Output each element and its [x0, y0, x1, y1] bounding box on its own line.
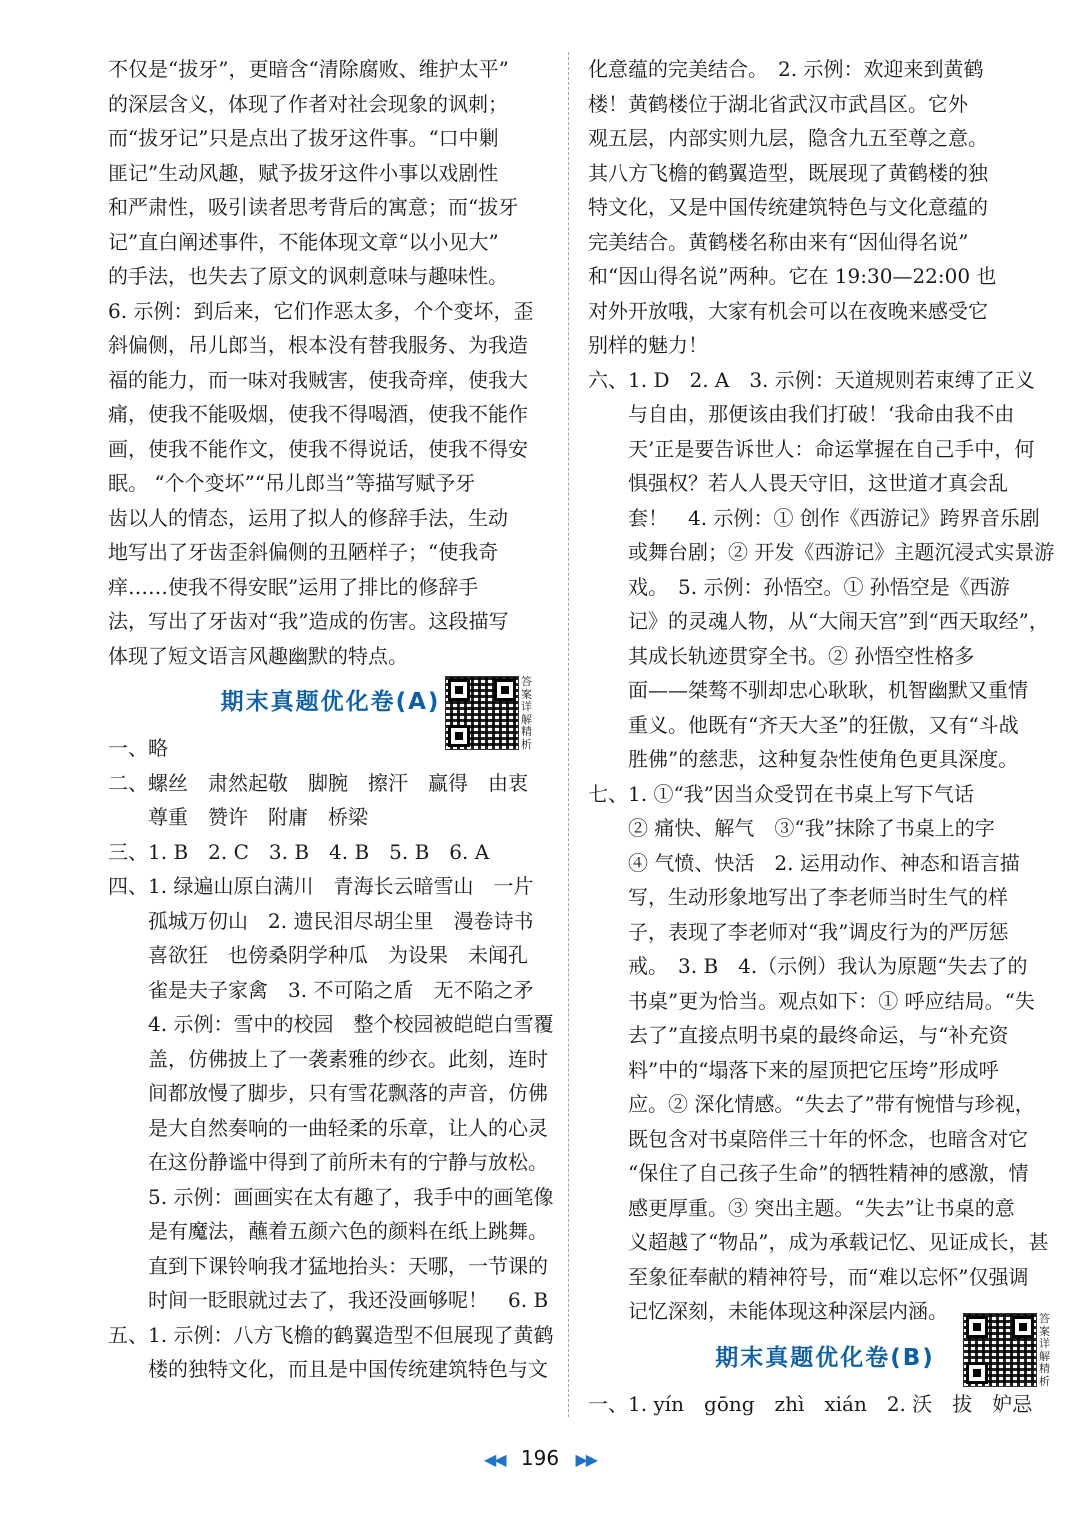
text-line: 与自由，那便该由我们打破！‘我命由我不由	[588, 402, 1015, 426]
qr-label: 答案详解精析	[1039, 1312, 1050, 1388]
text-line: 四、1. 绿遍山原白满川 青海长云暗雪山 一片	[108, 874, 534, 898]
text-line: 套！ 4. 示例：① 创作《西游记》跨界音乐剧	[588, 505, 1040, 530]
text-line: 喜欲狂 也傍桑阴学种瓜 为设果 未闻孔	[108, 943, 528, 967]
section-heading-a: 期末真题优化卷(A)	[220, 689, 441, 715]
text-line: 匪记”生动风趣，赋予拔牙这件小事以戏剧性	[108, 160, 499, 185]
text-line: 其成长轨迹贯穿全书。② 孙悟空性格多	[588, 643, 975, 668]
text-line: 在这份静谧中得到了前所未有的宁静与放松。	[108, 1150, 548, 1174]
text-line: 和严肃性，吸引读者思考背后的寓意；而“拔牙	[108, 195, 519, 219]
text-line: 应。② 深化情感。“失去了”带有惋惜与珍视，	[588, 1092, 1035, 1116]
right-column	[588, 52, 1062, 1421]
text-line: “保住了自己孩子生命”的牺牲精神的感激，情	[588, 1161, 1029, 1185]
text-line: 或舞台剧；② 开发《西游记》主题沉浸式实景游	[588, 540, 1055, 564]
text-line: 4. 示例：雪中的校园 整个校园被皑皑白雪覆	[108, 1012, 553, 1036]
text-line: 书桌”更为恰当。观点如下：① 呼应结局。“失	[588, 988, 1035, 1013]
page-number: 196	[520, 1446, 560, 1470]
text-line: 别样的魅力！	[588, 333, 708, 357]
text-line: 写，生动形象地写出了李老师当时生气的样	[588, 885, 1008, 909]
text-line: 惧强权？若人人畏天守旧，这世道才真会乱	[588, 471, 1008, 495]
text-line: 楼！黄鹤楼位于湖北省武汉市武昌区。它外	[588, 91, 968, 116]
text-line: 记”直白阐述事件，不能体现文章“以小见大”	[108, 229, 499, 254]
text-line: 重义。他既有“齐天大圣”的狂傲，又有“斗战	[588, 712, 1019, 737]
text-line: 特文化，又是中国传统建筑特色与文化意蕴的	[588, 195, 988, 219]
text-line: 五、1. 示例：八方飞檐的鹤翼造型不但展现了黄鹤	[108, 1322, 553, 1347]
text-line: 尊重 赞许 附庸 桥梁	[108, 805, 368, 829]
exam-b-first-line: 一、1. yín gōng zhì xián 2. 沃 拔 妒忌	[588, 1391, 1033, 1416]
text-line: 和“因山得名说”两种。它在 19:30—22:00 也	[588, 264, 997, 288]
section-heading-b: 期末真题优化卷(B)	[715, 1344, 935, 1371]
next-page-arrows-icon[interactable]: ▶▶	[575, 1450, 597, 1469]
text-line: 痒……使我不得安眠”运用了排比的修辞手	[108, 574, 479, 599]
qr-label: 答案详解精析	[521, 675, 532, 751]
text-line: 福的能力，而一味对我贼害，使我奇痒，使我大	[108, 367, 528, 392]
text-line: 天’正是要告诉世人：命运掌握在自己手中，何	[588, 436, 1035, 461]
text-line: 楼的独特文化，而且是中国传统建筑特色与文	[108, 1357, 548, 1381]
text-line: 料”中的“塌落下来的屋顶把它压垮”形成呼	[588, 1057, 999, 1082]
right-answer-block	[588, 52, 1062, 1329]
text-line: 完美结合。黄鹤楼名称由来有“因仙得名说”	[588, 229, 969, 254]
text-line: 一、略	[108, 736, 168, 760]
text-line: 法，写出了牙齿对“我”造成的伤害。这段描写	[108, 609, 509, 633]
text-line: ④ 气愤、快活 2. 运用动作、神态和语言描	[588, 850, 1020, 875]
text-line: 雀是夫子家禽 3. 不可陷之盾 无不陷之矛	[108, 977, 534, 1002]
text-line: 斜偏侧，吊儿郎当，根本没有替我服务、为我造	[108, 333, 528, 357]
text-line: 体现了短文语言风趣幽默的特点。	[108, 643, 408, 668]
text-line: 6. 示例：到后来，它们作恶太多，个个变坏，歪	[108, 298, 534, 323]
text-line: 眠。 “个个变坏”“吊儿郎当”等描写赋予牙	[108, 471, 476, 495]
qr-code-icon	[963, 1313, 1037, 1387]
text-line: 直到下课铃响我才猛地抬头：天哪，一节课的	[108, 1253, 548, 1278]
text-line: 对外开放哦，大家有机会可以在夜晚来感受它	[588, 298, 988, 323]
text-line: 时间一眨眼就过去了，我还没画够呢！ 6. B	[108, 1288, 549, 1312]
text-line: 孤城万仞山 2. 遗民泪尽胡尘里 漫卷诗书	[108, 908, 534, 933]
text-line: 既包含对书桌陪伴三十年的怀念，也暗含对它	[588, 1126, 1028, 1151]
text-line: 其八方飞檐的鹤翼造型，既展现了黄鹤楼的独	[588, 160, 988, 185]
text-line: 记忆深刻，未能体现这种深层内涵。	[588, 1299, 948, 1323]
text-line: 化意蕴的完美结合。 2. 示例：欢迎来到黄鹤	[588, 57, 984, 81]
text-line: 不仅是“拔牙”，更暗含“清除腐败、维护太平”	[108, 57, 509, 81]
text-line: 面——桀骜不驯却忠心耿耿，机智幽默又重情	[588, 678, 1028, 702]
text-line: 是有魔法，蘸着五颜六色的颜料在纸上跳舞。	[108, 1219, 548, 1243]
text-line: 三、1. B 2. C 3. B 4. B 5. B 6. A	[108, 839, 490, 864]
left-answer-block	[108, 52, 553, 673]
text-line: 义超越了“物品”，成为承载记忆、见证成长，甚	[588, 1230, 1049, 1254]
qr-code-a[interactable]	[445, 676, 537, 752]
text-line: ② 痛快、解气 ③“我”抹除了书桌上的字	[588, 816, 995, 840]
text-line: 六、1. D 2. A 3. 示例：天道规则若束缚了正义	[588, 367, 1035, 392]
text-line: 记》的灵魂人物，从“大闹天宫”到“西天取经”，	[588, 609, 1049, 633]
qr-code-b[interactable]	[963, 1313, 1055, 1389]
text-line: 而“拔牙记”只是点出了拔牙这件事。“口中剿	[108, 126, 499, 150]
text-line: 痛，使我不能吸烟，使我不得喝酒，使我不能作	[108, 402, 528, 426]
text-line: 间都放慢了脚步，只有雪花飘落的声音，仿佛	[108, 1081, 548, 1105]
text-line: 子，表现了李老师对“我”调皮行为的严厉惩	[588, 919, 1009, 944]
text-line: 感更厚重。③ 突出主题。“失去”让书桌的意	[588, 1195, 1015, 1220]
text-line: 是大自然奏响的一曲轻柔的乐章，让人的心灵	[108, 1115, 548, 1140]
text-line: 的深层含义，体现了作者对社会现象的讽刺；	[108, 91, 508, 116]
text-line: 戏。 5. 示例：孙悟空。① 孙悟空是《西游	[588, 574, 1010, 599]
text-line: 戒。 3. B 4.（示例）我认为原题“失去了的	[588, 954, 1028, 978]
page-footer	[0, 1446, 1080, 1470]
text-line: 画，使我不能作文，使我不得说话，使我不得安	[108, 436, 528, 461]
text-line: 二、螺丝 肃然起敬 脚腕 擦汗 赢得 由衷	[108, 770, 528, 795]
text-line: 观五层，内部实则九层，隐含九五至尊之意。	[588, 126, 988, 150]
text-line: 的手法，也失去了原文的讽刺意味与趣味性。	[108, 264, 508, 288]
text-line: 七、1. ①“我”因当众受罚在书桌上写下气话	[588, 781, 974, 806]
text-line: 齿以人的情态，运用了拟人的修辞手法，生动	[108, 505, 508, 530]
qr-code-icon	[445, 676, 519, 750]
exam-a-answers	[108, 731, 553, 1387]
text-line: 至象征奉献的精神符号，而“难以忘怀”仅强调	[588, 1264, 1029, 1289]
text-line: 胜佛”的慈悲，这种复杂性使角色更具深度。	[588, 747, 1019, 771]
text-line: 5. 示例：画画实在太有趣了，我手中的画笔像	[108, 1184, 553, 1209]
column-divider	[568, 52, 569, 1417]
prev-page-arrows-icon[interactable]: ◀◀	[483, 1450, 505, 1469]
text-line: 地写出了牙齿歪斜偏侧的丑陋样子；“使我奇	[108, 540, 499, 564]
text-line: 去了”直接点明书桌的最终命运，与“补充资	[588, 1023, 1009, 1047]
text-line: 盖，仿佛披上了一袭素雅的纱衣。此刻，连时	[108, 1046, 548, 1071]
